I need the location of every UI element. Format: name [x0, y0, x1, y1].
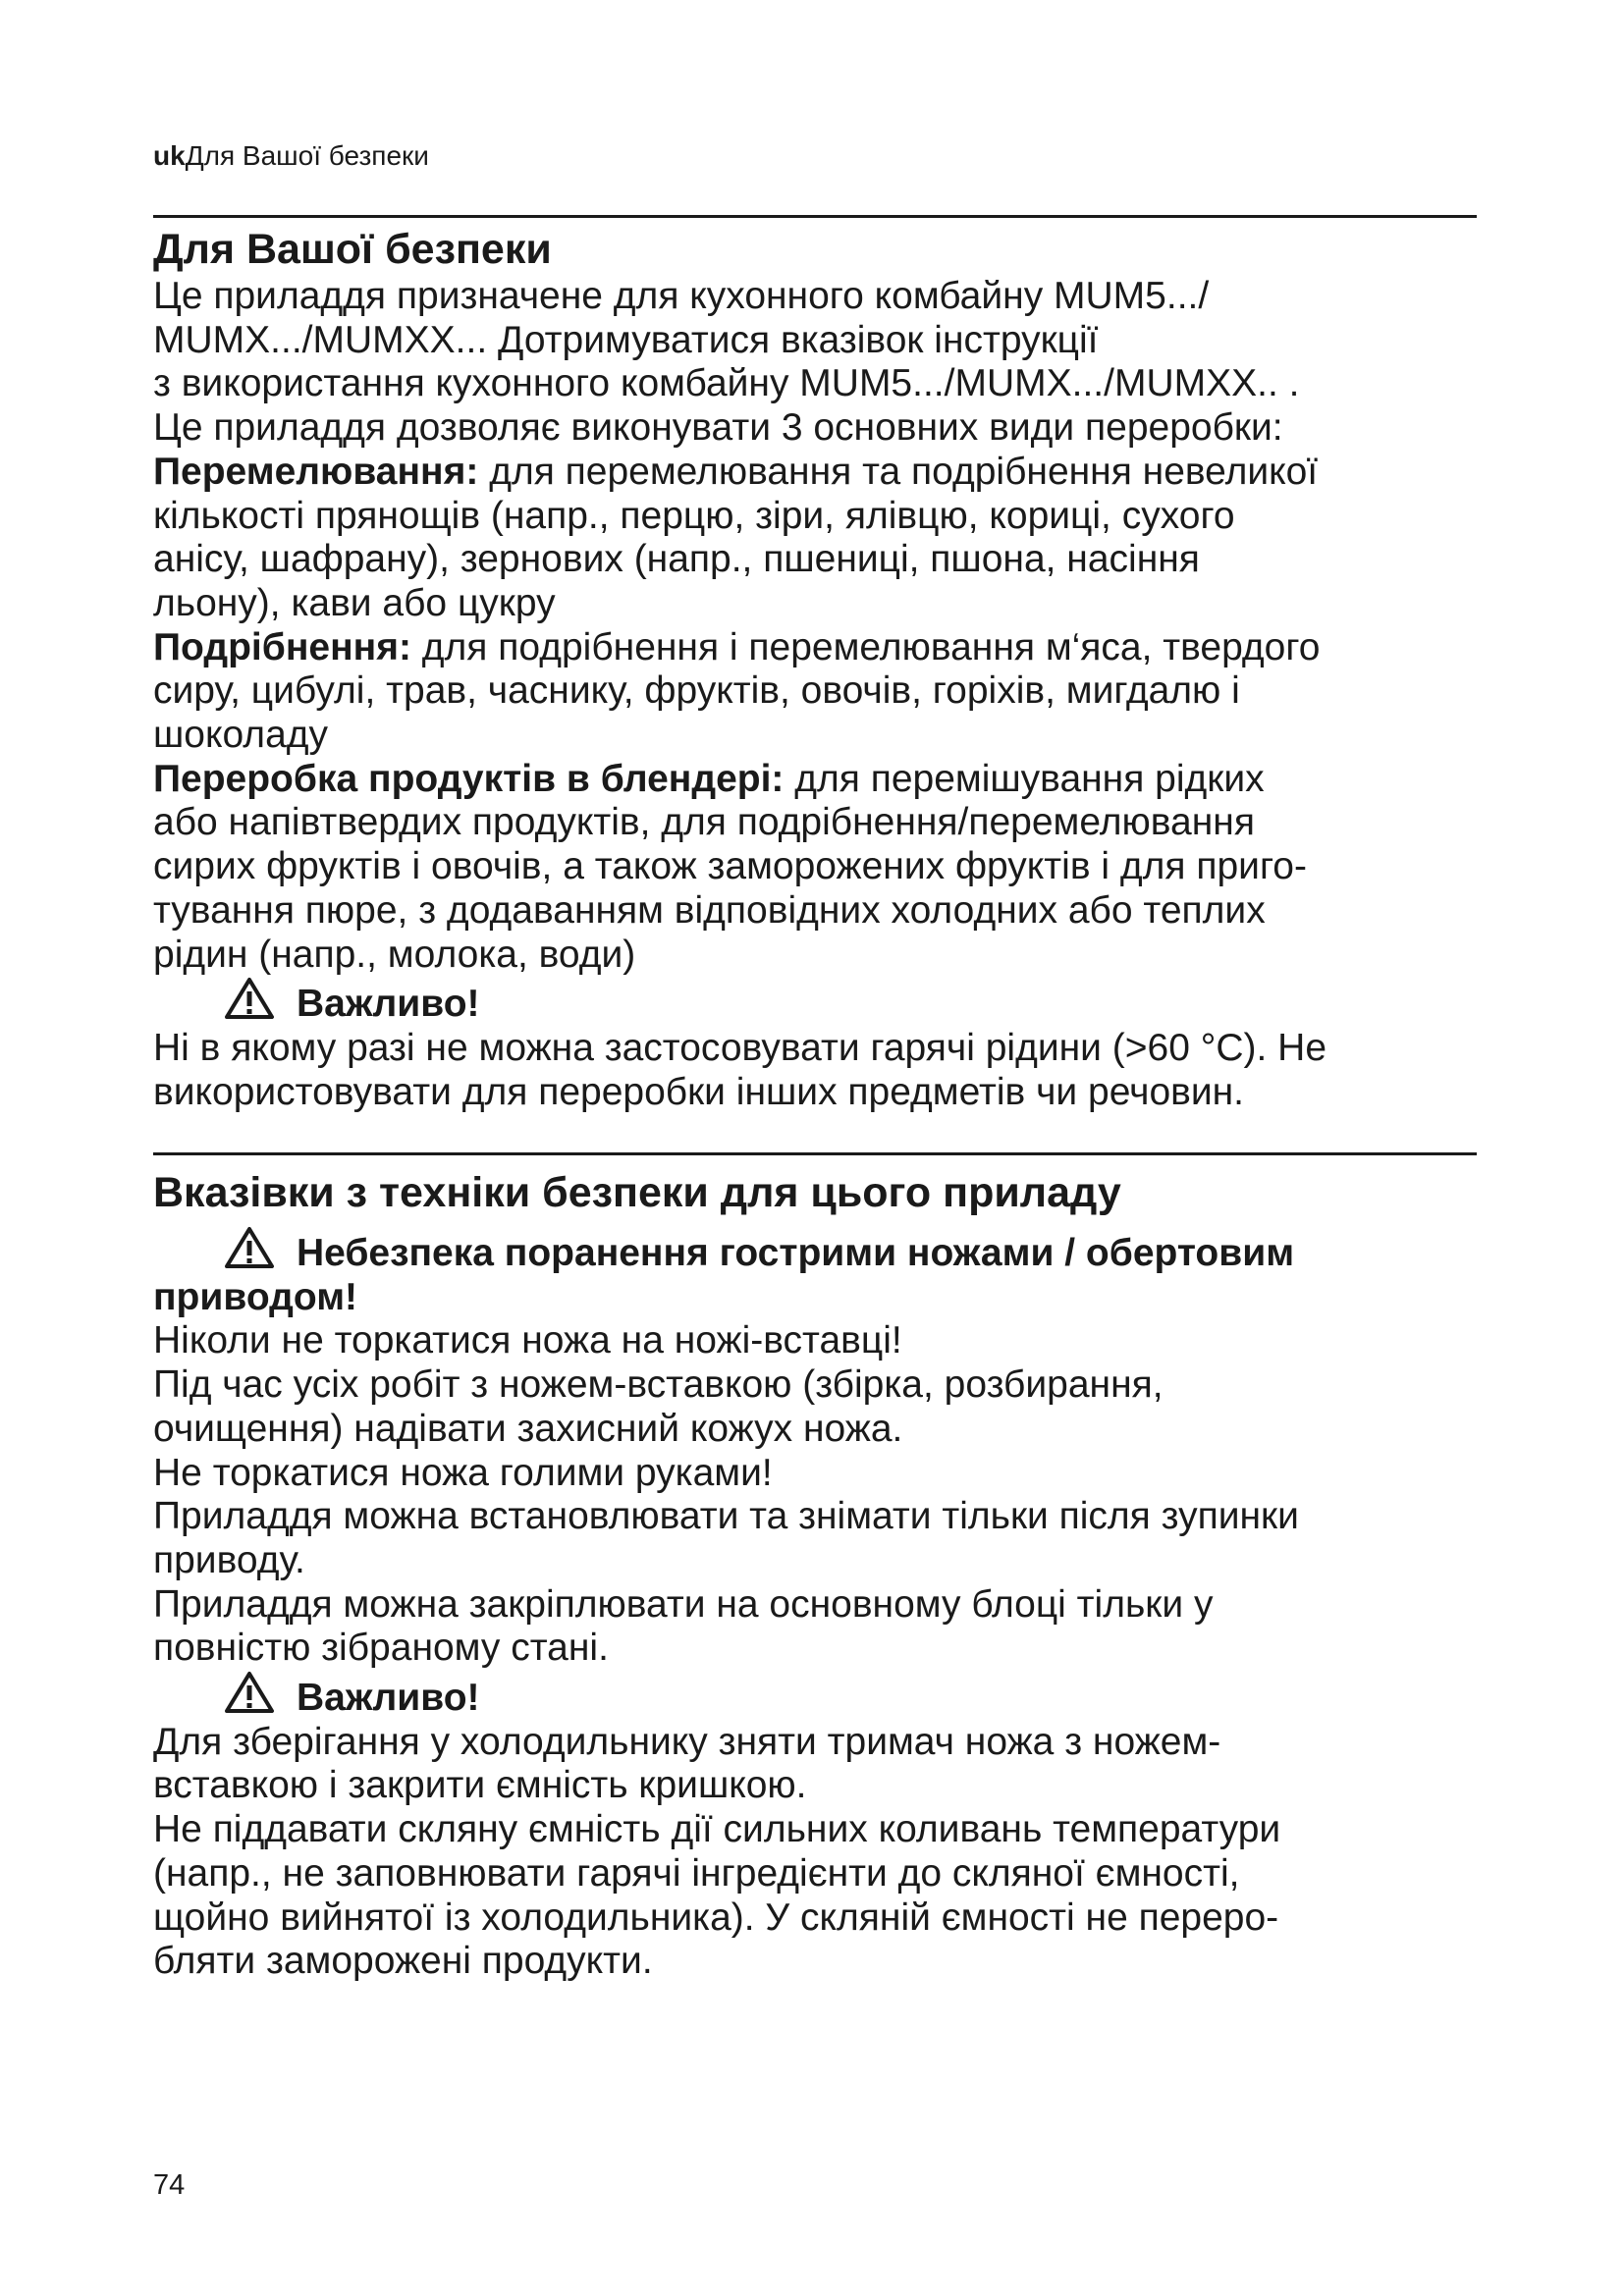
danger-line: очищення) надівати захисний кожух ножа. — [153, 1407, 903, 1450]
danger-line: Приладдя можна встановлювати та знімати тільки після зупинки — [153, 1495, 1299, 1538]
section-divider-top — [153, 215, 1477, 218]
blending-line: або напівтвердих продуктів, для подрібнення/перемелювання — [153, 801, 1255, 844]
blending-line: тування пюре, з додаванням відповідних холодних або теплих — [153, 888, 1266, 932]
important-line: Не піддавати скляну ємність дії сильних коливань температури — [153, 1808, 1281, 1851]
danger-line: Під час усіх робіт з ножем-вставкою (збірка, розбирання, — [153, 1363, 1164, 1407]
danger-label: Небезпека поранення гострими ножами / обертовим — [297, 1232, 1295, 1274]
important-line: Для зберігання у холодильнику зняти тримач ножа з ножем- — [153, 1720, 1221, 1763]
danger-label-continued: приводом! — [153, 1275, 358, 1318]
blending-line: рідин (напр., молока, води) — [153, 933, 636, 976]
danger-line: Приладдя можна закріплювати на основному блоці тільки у — [153, 1582, 1214, 1626]
blending-term: Переробка продуктів в блендері: — [153, 757, 785, 800]
danger-line: Ніколи не торкатися ножа на ножі-вставці! — [153, 1319, 902, 1362]
warning-triangle-icon — [224, 977, 275, 1020]
important-notice-heading — [153, 1671, 1489, 1721]
chopping-line: сиру, цибулі, трав, часнику, фруктів, овочів, горіхів, мигдалю і — [153, 669, 1240, 713]
section-for-your-safety — [153, 224, 1489, 1114]
danger-line: приводу. — [153, 1538, 305, 1581]
intro-line: з використання кухонного комбайну MUM5.../MUMX.../MUMXX.. . — [153, 362, 1300, 405]
blending-line: Переробка продуктів в блендері: для перемішування рідких — [153, 757, 1265, 800]
grinding-line: кількості прянощів (напр., перцю, зіри, ялівцю, кориці, сухого — [153, 494, 1235, 537]
chopping-term: Подрібнення: — [153, 625, 411, 668]
warning-triangle-icon — [224, 1671, 275, 1714]
language-code: uk — [153, 140, 186, 171]
running-header-title: Для Вашої безпеки — [185, 140, 429, 171]
important-line: вставкою і закрити ємність кришкою. — [153, 1764, 807, 1807]
important-label: Важливо! — [297, 983, 480, 1026]
section-title: Для Вашої безпеки — [153, 226, 552, 273]
grinding-line: анісу, шафрану), зернових (напр., пшениці, пшона, насіння — [153, 538, 1200, 581]
danger-line: Не торкатися ножа голими руками! — [153, 1451, 773, 1494]
chopping-line: шоколаду — [153, 714, 329, 757]
important-label: Важливо! — [297, 1677, 480, 1720]
intro-line: Це приладдя дозволяє виконувати 3 основних види переробки: — [153, 406, 1283, 450]
grinding-term: Перемелювання: — [153, 450, 479, 493]
intro-line: MUMX.../MUMXX... Дотримуватися вказівок інструкції — [153, 318, 1099, 361]
important-line: щойно вийнятої із холодильника). У скляній ємності не переро- — [153, 1896, 1279, 1939]
grinding-line: льону), кави або цукру — [153, 581, 556, 624]
warning-triangle-icon — [224, 1226, 275, 1269]
grinding-line: Перемелювання: для перемелювання та подрібнення невеликої — [153, 450, 1319, 493]
section-title: Вказівки з техніки безпеки для цього приладу — [153, 1169, 1121, 1216]
important-notice-heading — [153, 977, 1489, 1027]
intro-line: Це приладдя призначене для кухонного комбайну MUM5.../ — [153, 275, 1210, 317]
important-line: використовувати для переробки інших предметів чи речовин. — [153, 1070, 1245, 1113]
danger-line: повністю зібраному стані. — [153, 1627, 609, 1670]
page-number: 74 — [153, 2169, 186, 2201]
blending-line: сирих фруктів і овочів, а також заморожених фруктів і для приго- — [153, 845, 1307, 888]
danger-notice-heading — [153, 1226, 1489, 1276]
important-line: бляти заморожені продукти. — [153, 1940, 653, 1983]
section-divider-middle — [153, 1152, 1477, 1155]
section-safety-instructions — [153, 1167, 1489, 1984]
running-header — [153, 139, 429, 173]
important-line: Ні в якому разі не можна застосовувати гарячі рідини (>60 °C). Не — [153, 1026, 1327, 1069]
important-line: (напр., не заповнювати гарячі інгредієнти до скляної ємності, — [153, 1851, 1240, 1895]
chopping-line: Подрібнення: для подрібнення і перемелювання м‘яса, твердого — [153, 625, 1321, 668]
